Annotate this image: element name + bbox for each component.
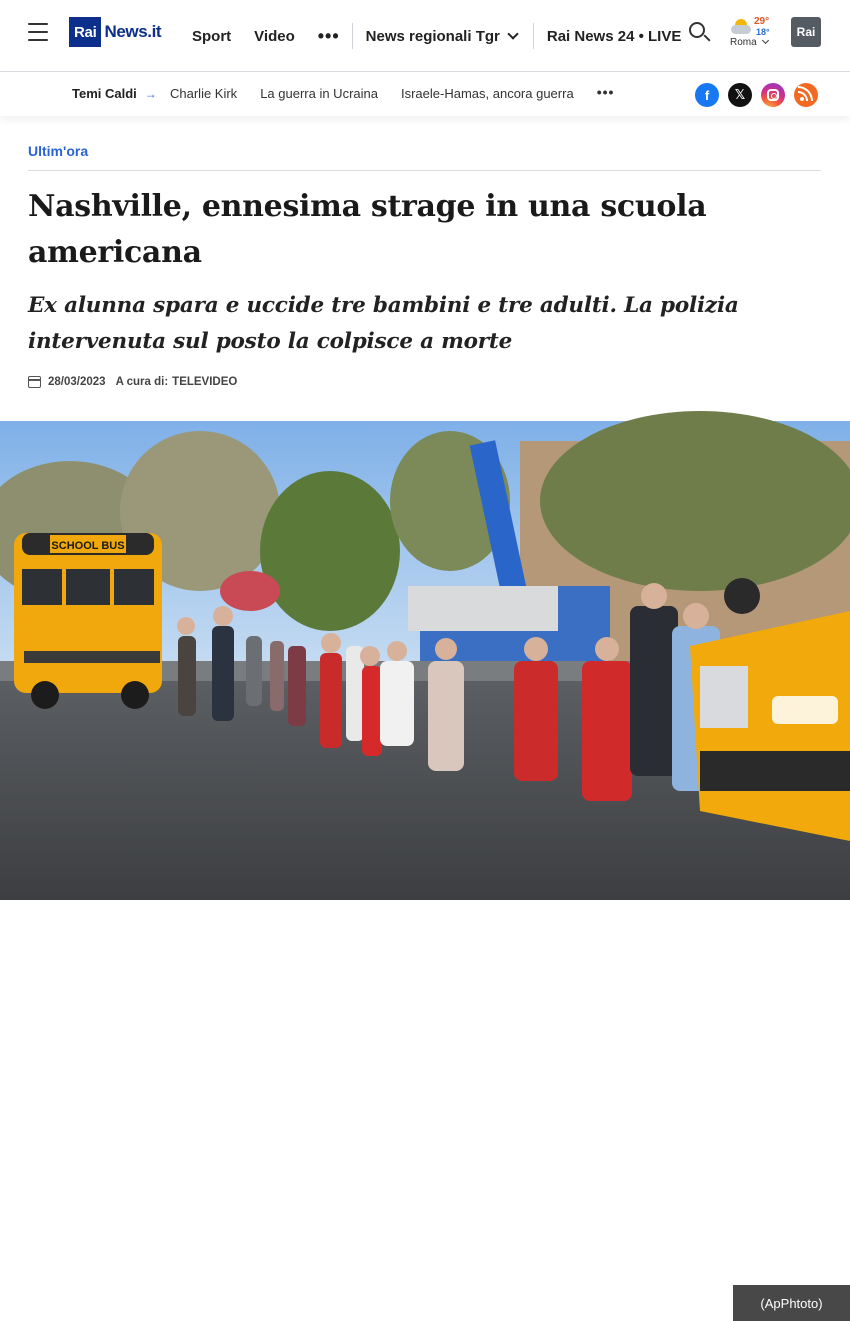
calendar-icon (28, 376, 41, 388)
rai-network-logo[interactable]: Rai (791, 17, 821, 47)
author-label: A cura di: (115, 376, 169, 388)
chevron-down-icon (507, 28, 518, 39)
instagram-icon[interactable] (761, 83, 785, 107)
nav-divider (533, 23, 534, 49)
top-header (0, 0, 850, 72)
nav-live[interactable]: Rai News 24 • LIVE (546, 27, 682, 45)
temp-max: 29° (754, 16, 770, 27)
article-hero-photo (0, 421, 850, 1311)
social-links (695, 83, 818, 107)
hot-topics-label: Temi Caldi (72, 86, 137, 101)
weather-widget[interactable] (729, 16, 773, 52)
article-subheadline: Ex alunna spara e uccide tre bambini e tre adulti. La polizia intervenuta sul posto la colpisce a morte (28, 293, 739, 354)
topic-charlie-kirk[interactable]: Charlie Kirk (170, 86, 238, 101)
search-icon[interactable] (689, 22, 711, 44)
topic-ucraina[interactable]: La guerra in Ucraina (260, 86, 378, 101)
article-author[interactable]: TELEVIDEO (172, 376, 238, 388)
weather-city: Roma (730, 37, 757, 48)
facebook-icon[interactable]: f (695, 83, 719, 107)
chevron-down-icon (762, 37, 769, 44)
nav-regional-label: News regionali Tgr (365, 27, 500, 45)
main-nav (192, 0, 704, 72)
hot-topics-link[interactable] (72, 86, 157, 101)
article-date: 28/03/2023 (48, 376, 106, 388)
logo-rai-box: Rai (69, 17, 101, 47)
bus-sign-text: SCHOOL BUS (51, 540, 125, 552)
logo-news-text: News.it (104, 22, 162, 41)
photo-credit: (ApPhtoto) (733, 1285, 850, 1321)
kicker-divider (28, 170, 821, 171)
nav-divider (352, 23, 353, 49)
cloud-icon (731, 25, 751, 34)
topic-israele-hamas[interactable]: Israele-Hamas, ancora guerra (400, 86, 574, 101)
rss-icon[interactable] (794, 83, 818, 107)
nav-more-icon[interactable]: ••• (317, 25, 340, 46)
menu-icon[interactable] (28, 23, 48, 41)
topics-more-icon[interactable]: ••• (596, 84, 615, 100)
article-meta (28, 376, 237, 388)
temp-min: 18° (756, 27, 770, 37)
nav-sport[interactable]: Sport (192, 27, 232, 45)
photo-illustration (0, 421, 850, 900)
nav-video[interactable]: Video (254, 27, 295, 45)
article-kicker[interactable]: Ultim'ora (28, 143, 89, 159)
article-headline: Nashville, ennesima strage in una scuola americana (28, 189, 707, 270)
site-logo[interactable] (69, 17, 161, 47)
nav-regional-dropdown[interactable] (366, 28, 517, 45)
x-icon[interactable]: 𝕏 (728, 83, 752, 107)
topic-list (170, 86, 614, 101)
arrow-right-icon: → (144, 86, 157, 101)
